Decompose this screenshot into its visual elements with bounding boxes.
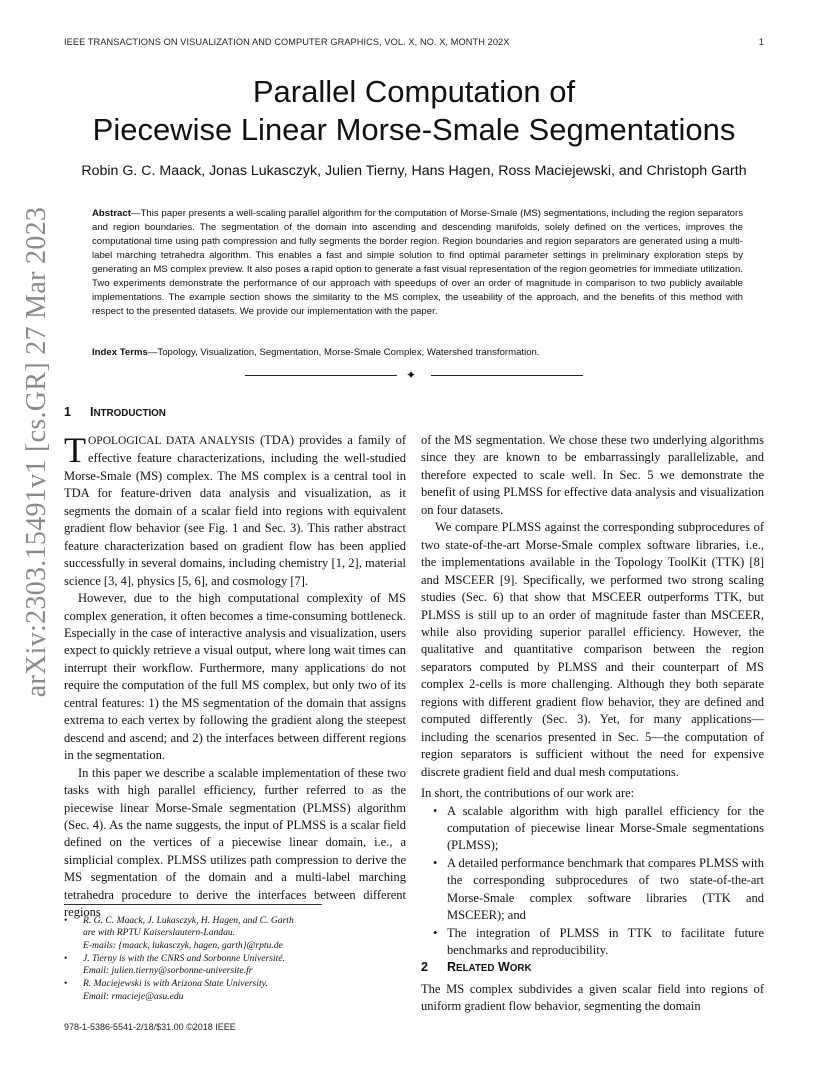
left-column: [64, 432, 406, 922]
arxiv-identifier: arXiv:2303.15491v1 [cs.GR] 27 Mar 2023: [21, 206, 53, 698]
related-paragraph-1: The MS complex subdivides a given scalar field into regions of uniform gradient flow behavior, segmenting the domain: [421, 982, 764, 1014]
running-header: [64, 37, 764, 51]
right-paragraph-2: We compare PLMSS against the corresponding subprocedures of two state-of-the-art Morse-Smale complex software libraries, i.e., the implementations available in the Topology ToolKit (TTK) [8] and MSCEER [9]. Specifically, we performed two strong scaling studies (Sec. 6) that show that MSCEER outperforms TTK, but PLMSS is still up to an order of magnitude faster than MSCEER, while also providing superior parallel efficiency. However, the qualitative and quantitative comparison between the region separators computed by PLMSS and their counterpart of MS complex 2-cells is more challenging. Although they both separate regions with different gradient flow behavior, they are defined and computed differently (Sec. 3). Yet, for many applications—including the scenarios presented in Sec. 5—the computation of region separators is sufficient without the need for expensive discrete gradient field and dual mesh computations.: [421, 520, 764, 779]
footnote-line: Email: rmacieje@asu.edu: [83, 990, 184, 1002]
abstract-label: Abstract: [92, 208, 131, 219]
diamond-ornament-icon: ✦: [406, 368, 417, 382]
index-terms-label: Index Terms: [92, 347, 148, 358]
title-line-2: Piecewise Linear Morse-Smale Segmentations: [92, 112, 736, 147]
footnote-item: [64, 953, 409, 978]
divider-line-left: [245, 375, 397, 376]
intro-paragraph-2: However, due to the high computational complexity of MS complex generation, it often becomes a time-consuming bottleneck. Especially in the case of interactive analysis and visualization, users expect to quickly retrieve a visual output, where long wait times can interrupt their workflow. Furthermore, many applications do not require the computation of the full MS complex, but only two of its central features: 1) the MS segmentation of the domain that assigns extrema to each vertex by following the gradient along the steepest descend and ascend; and 2) the interfaces between different regions in the segmentation.: [64, 591, 406, 763]
section-rest: ORK: [509, 963, 532, 974]
section-initial: W: [497, 960, 510, 974]
drop-cap: T: [64, 430, 86, 470]
section-initial: I: [90, 405, 94, 419]
affiliation-footnotes: [64, 915, 409, 1004]
intro-smallcaps: OPOLOGICAL DATA ANALYSIS: [88, 435, 255, 447]
footnote-item: [64, 915, 409, 952]
title-line-1: Parallel Computation of: [252, 74, 576, 109]
author-list: Robin G. C. Maack, Jonas Lukasczyk, Julien Tierny, Hans Hagen, Ross Maciejewski, and Christoph Garth: [81, 163, 747, 179]
index-terms-text: —Topology, Visualization, Segmentation, Morse-Smale Complex, Watershed transformation.: [147, 347, 540, 358]
footnote-line: • R. G. C. Maack, J. Lukasczyk, H. Hagen, and C. Garth: [83, 915, 294, 926]
index-terms: [92, 347, 743, 358]
footnote-rule: [64, 904, 322, 905]
copyright-notice: 978-1-5386-5541-2/18/$31.00 ©2018 IEEE: [64, 1022, 236, 1032]
section-number: 1: [64, 405, 71, 419]
section-heading-related-work: [421, 960, 532, 974]
intro-text-1: (TDA) provides a family of effective feature characterizations, including the well-studied Morse-Smale (MS) complex. The MS complex is a central tool in TDA for feature-driven data analysis and visualization, as it segments the domain of a scalar field into regions with equivalent gradient flow behavior (see Fig. 1 and Sec. 3). This rather abstract feature characterization based on gradient flow has been applied successfully in several domains, including chemistry [1, 2], material science [3, 4], physics [5, 6], and cosmology [7].: [64, 433, 407, 588]
section-number: 2: [421, 960, 428, 974]
list-item: • A detailed performance benchmark that compares PLMSS with the corresponding subprocedures of two state-of-the-art Morse-Smale complex software libraries (TTK and MSCEER); and: [421, 855, 764, 925]
abstract: [92, 207, 743, 319]
footnote-line: E-mails: {maack, lukasczyk, hagen, garth}@rptu.de: [83, 939, 283, 951]
abstract-text: —This paper presents a well-scaling parallel algorithm for the computation of Morse-Smale (MS) segmentations, including the region separators and region boundaries. The segmentation of the domain into ascending and descending manifolds, solely defined on the vertices, improves the computational time using path compression and fully segments the border region. Region boundaries and region separators are generated using a multi-label marching tetrahedra algorithm. This enables a fast and simple solution to find optimal parameter settings in preliminary exploration steps by generating an MS complex preview. It also poses a rapid option to generate a fast visual representation of the region geometries for immediate utilization. Two experiments demonstrate the performance of our approach with speedups of over an order of magnitude in comparison to two publicly available implementations. The example section shows the similarity to the MS complex, the useability of the approach, and the benefits of this method with respect to the presented datasets. We provide our implementation with the paper.: [92, 208, 743, 318]
footnote-line: • R. Maciejewski is with Arizona State University.: [83, 978, 268, 990]
footnote-line: • J. Tierny is with the CNRS and Sorbonne Université.: [83, 952, 285, 964]
divider-line-right: [431, 375, 583, 376]
section-initial: R: [447, 960, 457, 974]
section-heading-introduction: [64, 405, 166, 419]
list-item: • The integration of PLMSS in TTK to facilitate future benchmarks and reproducibility.: [421, 925, 764, 960]
contributions-intro: In short, the contributions of our work are:: [421, 786, 635, 801]
footnote-line: are with RPTU Kaiserslautern-Landau.: [83, 927, 236, 939]
section-divider: [245, 368, 583, 382]
journal-header: IEEE TRANSACTIONS ON VISUALIZATION AND COMPUTER GRAPHICS, VOL. X, NO. X, MONTH 202X: [64, 37, 510, 47]
paper-title: [0, 73, 828, 149]
related-work-text: [421, 981, 764, 1016]
section-rest: ELATED: [456, 963, 495, 974]
page-number: 1: [758, 37, 764, 47]
contributions-list: [421, 803, 764, 960]
footnote-line: Email: julien.tierny@sorbonne-universite.fr: [83, 965, 253, 977]
list-item: • A scalable algorithm with high parallel efficiency for the computation of piecewise linear Morse-Smale segmentations (PLMSS);: [421, 803, 764, 855]
right-paragraph-1: of the MS segmentation. We chose these two underlying algorithms since they are known to be embarrassingly parallelizable, and therefore expected to scale well. In Sec. 5 we demonstrate the benefit of using PLMSS for effective data analysis and visualization on four datasets.: [421, 433, 764, 517]
footnote-item: [64, 978, 409, 1003]
intro-paragraph-3: In this paper we describe a scalable implementation of these two tasks with high parallel efficiency, further referred to as the piecewise linear Morse-Smale segmentation (PLMSS) algorithm (Sec. 4). As the name suggests, the input of PLMSS is a scalar field defined on the vertices of a piecewise linear domain, i.e., a simplicial complex. PLMSS utilizes path compression to derive the MS segmentation of the domain and a multi-label marching tetrahedra procedure to derive the interfaces between different regions: [64, 765, 406, 920]
right-column: [421, 432, 764, 960]
arxiv-stamp: [12, 206, 62, 698]
section-rest: NTRODUCTION: [93, 408, 166, 419]
intro-paragraph-1: [64, 432, 406, 590]
